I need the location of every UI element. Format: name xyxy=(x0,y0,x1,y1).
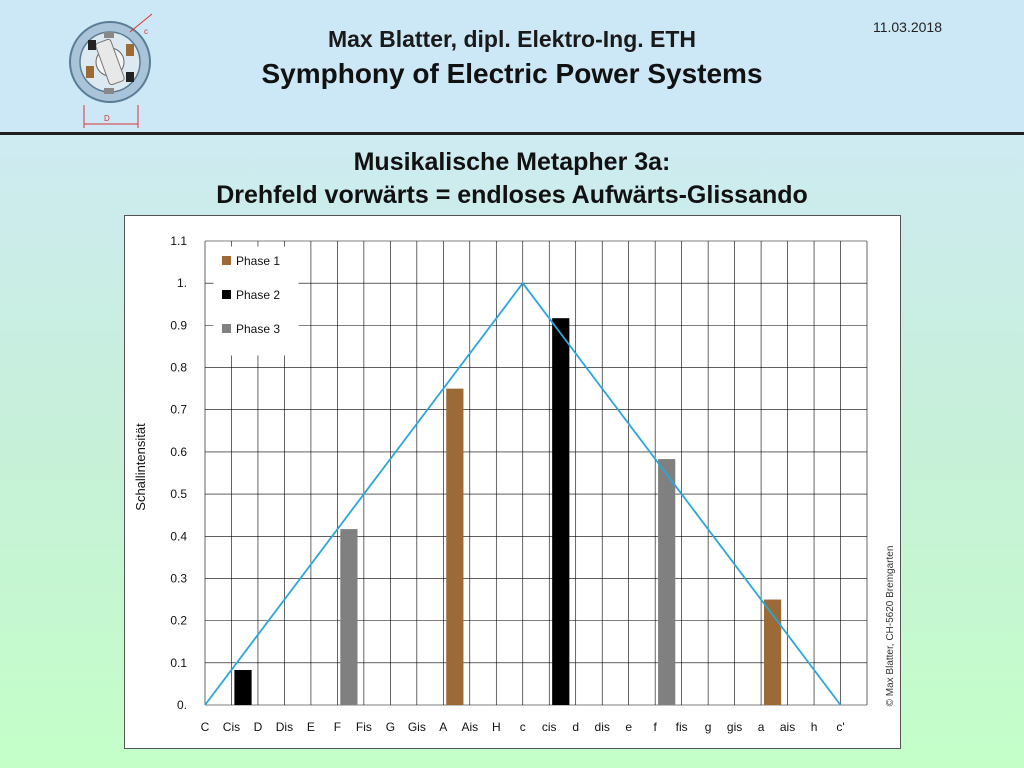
copyright-note: © Max Blatter, CH-5620 Bremgarten xyxy=(885,545,896,707)
x-tick-label: f xyxy=(653,720,657,734)
chart-frame xyxy=(124,215,901,749)
y-tick-label: 0. xyxy=(176,698,187,712)
legend-swatch xyxy=(222,324,231,333)
x-tick-label: C xyxy=(200,720,210,734)
x-tick-label: fis xyxy=(675,720,688,734)
x-tick-label: cis xyxy=(541,720,557,734)
x-tick-label: ais xyxy=(779,720,796,734)
y-tick-label: 1. xyxy=(176,276,187,291)
legend-swatch xyxy=(222,256,231,265)
x-tick-label: Ais xyxy=(461,720,479,734)
x-tick-label: dis xyxy=(594,720,610,734)
y-axis-label: Schallintensität xyxy=(133,423,148,511)
y-tick-label: 0.1 xyxy=(170,655,187,670)
x-tick-label: A xyxy=(439,720,448,734)
x-tick-label: Gis xyxy=(407,720,426,734)
legend-label: Phase 3 xyxy=(236,322,281,336)
y-tick-label: 0.5 xyxy=(170,487,187,502)
x-tick-label: gis xyxy=(726,720,743,734)
logo-label-d: D xyxy=(104,114,110,123)
x-tick-label: a xyxy=(757,720,765,734)
x-tick-label: h xyxy=(810,720,818,734)
bar-phase-1 xyxy=(446,389,463,705)
legend-label: Phase 1 xyxy=(236,254,281,268)
slide-heading-line2: Drehfeld vorwärts = endloses Aufwärts-Glissando xyxy=(216,181,808,209)
y-tick-label: 0.8 xyxy=(170,360,187,375)
y-tick-label: 1.1 xyxy=(170,234,187,248)
x-tick-label: c xyxy=(519,720,526,734)
slide-heading xyxy=(0,146,1024,212)
x-tick-label: E xyxy=(306,720,315,734)
x-tick-label: g xyxy=(704,720,712,734)
bar-phase-3 xyxy=(340,529,357,705)
x-tick-label: e xyxy=(625,720,633,734)
y-tick-label: 0.6 xyxy=(170,444,187,459)
x-tick-label: F xyxy=(333,720,342,734)
y-tick-labels xyxy=(170,234,187,712)
presentation-title: Symphony of Electric Power Systems xyxy=(261,58,763,89)
y-tick-label: 0.9 xyxy=(170,318,187,333)
y-tick-label: 0.3 xyxy=(170,571,187,586)
y-tick-label: 0.2 xyxy=(170,613,187,628)
legend-label: Phase 2 xyxy=(236,288,281,302)
x-tick-label: c' xyxy=(836,720,845,734)
x-tick-label: d xyxy=(572,720,580,734)
bar-phase-2 xyxy=(552,318,569,705)
bar-phase-3 xyxy=(658,459,675,705)
slide-header xyxy=(0,0,1024,135)
legend-swatch xyxy=(222,290,231,299)
y-tick-label: 0.7 xyxy=(170,402,187,417)
chart-bars xyxy=(234,318,781,705)
bar-phase-2 xyxy=(234,670,251,705)
x-tick-label: H xyxy=(491,720,501,734)
slide-heading-line1: Musikalische Metapher 3a: xyxy=(353,148,671,176)
x-tick-label: D xyxy=(253,720,263,734)
chart-legend xyxy=(214,247,298,355)
x-tick-label: G xyxy=(385,720,396,734)
x-tick-label: Cis xyxy=(222,720,241,734)
x-tick-label: Fis xyxy=(355,720,372,734)
author-line: Max Blatter, dipl. Elektro-Ing. ETH xyxy=(327,26,697,52)
y-tick-label: 0.4 xyxy=(170,529,187,544)
glissando-bar-chart xyxy=(125,216,900,748)
slide-date: 11.03.2018 xyxy=(872,19,942,35)
logo-label-c: c xyxy=(144,27,148,36)
x-tick-labels xyxy=(201,720,845,734)
x-tick-label: Dis xyxy=(275,720,294,734)
